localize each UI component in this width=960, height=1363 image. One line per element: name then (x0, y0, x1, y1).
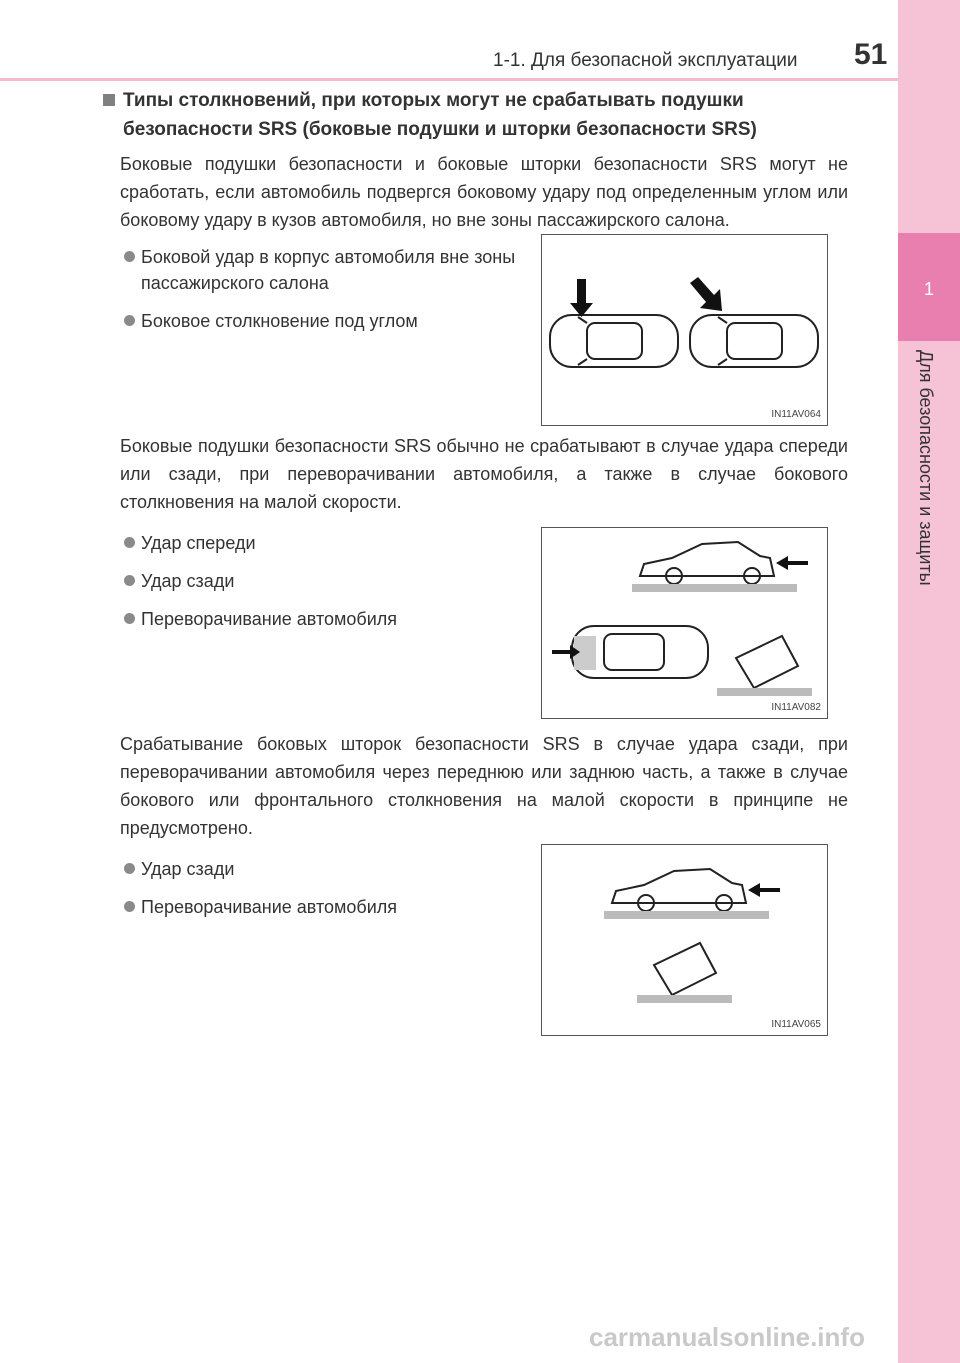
paragraph-3: Срабатывание боковых шторок безопасности SRS в случае удара сзади, при переворачивании автомобиля через переднюю или заднюю часть, а также в случае бокового или фронтального столкновения на малой скорости в принципе не предусмотрено. (120, 734, 848, 838)
section-title: 1-1. Для безопасной эксплуатации (493, 50, 798, 71)
down-arrow-icon (570, 279, 593, 317)
header-rule (0, 78, 898, 81)
rollover-car (654, 943, 716, 995)
bullet-dot-icon (124, 251, 135, 262)
car-side-view (640, 542, 774, 584)
list-item-text: Переворачивание автомобиля (141, 897, 398, 917)
list-item-text: Удар спереди (141, 533, 256, 553)
figure-code: IN11AV065 (771, 1019, 821, 1030)
car-top-view-right (690, 315, 818, 367)
rollover-car (736, 636, 798, 688)
bullet-dot-icon (124, 863, 135, 874)
list-item-text: Переворачивание автомобиля (141, 609, 398, 629)
bullet-list-1 (124, 244, 524, 334)
bullet-dot-icon (124, 537, 135, 548)
section-heading (103, 86, 848, 144)
ground-bar-2 (637, 995, 732, 1003)
bullet-dot-icon (124, 613, 135, 624)
list-item-text: Боковое столкновение под углом (141, 311, 418, 331)
paragraph-2: Боковые подушки безопасности SRS обычно не срабатывают в случае удара спереди или сзади, при переворачивании автомобиля, а также в случае бокового столкновения на малой скорости. (120, 436, 848, 512)
bullet-dot-icon (124, 901, 135, 912)
figure-front-rear-rollover (541, 527, 828, 719)
figure-code: IN11AV082 (771, 702, 821, 713)
page-number: 51 (854, 38, 888, 71)
bullet-dot-icon (124, 575, 135, 586)
list-item-text: Удар сзади (141, 859, 235, 879)
list-item-text: Удар сзади (141, 571, 235, 591)
diagonal-arrow-icon (690, 277, 722, 311)
rear-rollover-illustration (542, 845, 827, 1035)
figure-code: IN11AV064 (771, 409, 821, 420)
chapter-number: 1 (923, 279, 934, 299)
car-side-view (612, 869, 746, 911)
square-bullet-icon (103, 94, 115, 106)
side-impact-illustration (542, 235, 827, 425)
list-item-text: Боковой удар в корпус автомобиля вне зоны пассажирского салона (141, 247, 516, 293)
section-heading-text: Типы столкновений, при которых могут не срабатывать подушки безопасности SRS (боковые подушки и шторки безопасности SRS) (123, 90, 757, 140)
ground-bar (604, 911, 769, 919)
list-item (124, 244, 524, 296)
list-item (124, 308, 524, 334)
rear-arrow-icon (776, 556, 808, 570)
ground-bar-2 (717, 688, 812, 696)
bullet-dot-icon (124, 315, 135, 326)
rear-arrow-icon (748, 883, 780, 897)
side-strip (898, 0, 960, 1363)
chapter-title: Для безопасности и защиты (916, 350, 936, 586)
intro-paragraph: Боковые подушки безопасности и боковые шторки безопасности SRS могут не сработать, если автомобиль подвергся боковому удару под определенным углом или боковому удару в кузов автомобиля, но вне зоны пассажирского салона. (120, 154, 848, 230)
front-rear-rollover-illustration (542, 528, 827, 718)
figure-rear-rollover (541, 844, 828, 1036)
car-top-view-left (550, 315, 678, 367)
watermark: carmanualsonline.info (589, 1322, 865, 1352)
figure-side-impact (541, 234, 828, 426)
ground-bar (632, 584, 797, 592)
